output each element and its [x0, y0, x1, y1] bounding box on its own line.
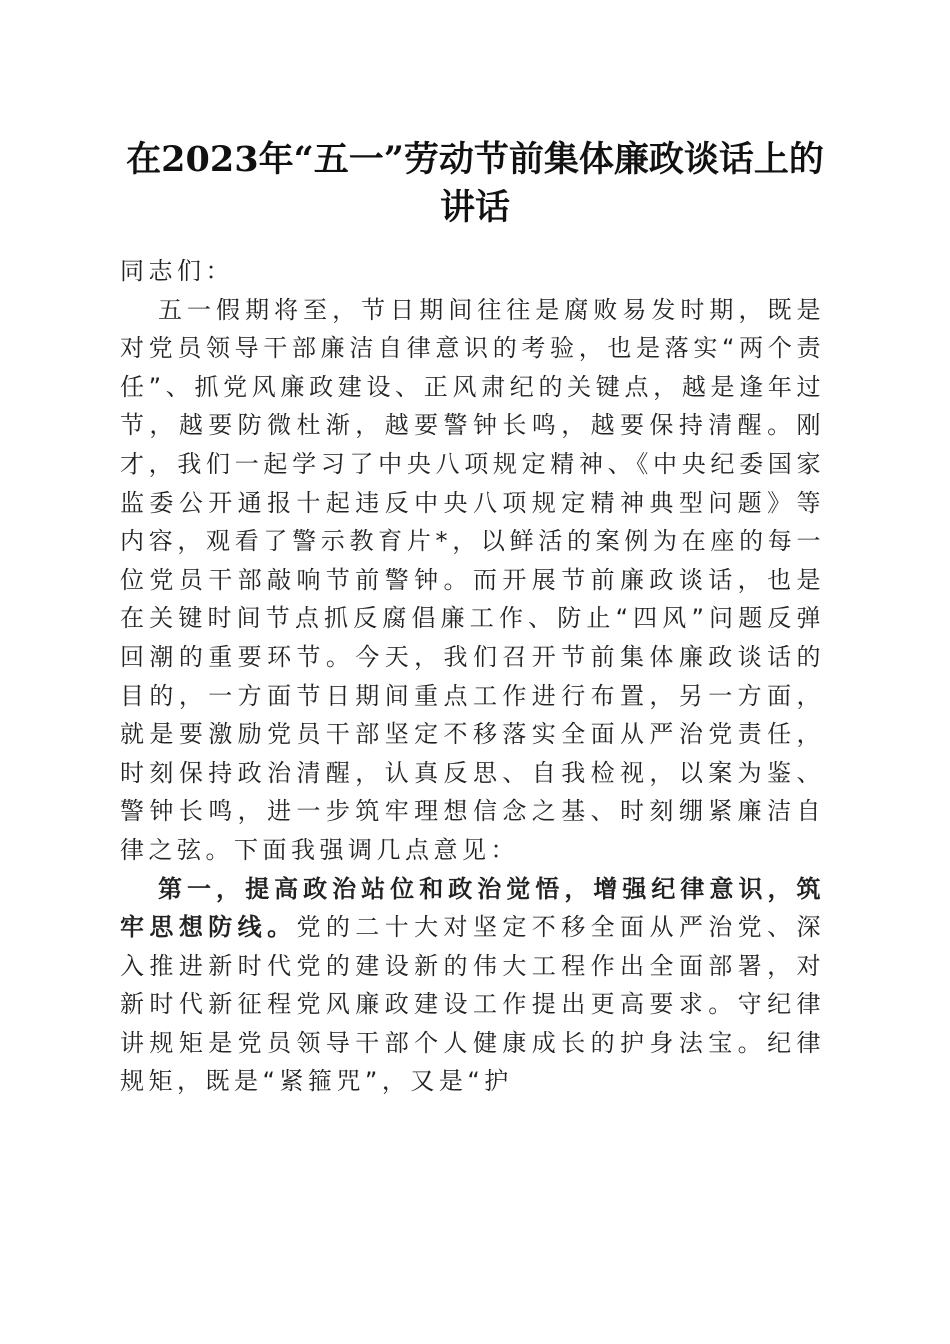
paragraph-point-one	[120, 870, 825, 1102]
salutation: 同志们：	[120, 257, 234, 285]
point-one-heading: 第一，提高政治站位和政治觉悟，增强纪律意识，筑牢思想防线。	[120, 874, 825, 942]
point-one-text: 党的二十大对坚定不移全面从严治党、深入推进新时代党的建设新的伟大工程作出全面部署，对新时代新征程党风廉政建设工作提出更高要求。守纪律讲规矩是党员领导干部个人健康成长的护身法宝。纪律规矩，既是“紧箍咒”，又是“护	[120, 913, 826, 1096]
document-body	[120, 252, 825, 1101]
paragraph-intro: 五一假期将至，节日期间往往是腐败易发时期，既是对党员领导干部廉洁自律意识的考验，也是落实“两个责任”、抓党风廉政建设、正风肃纪的关键点，越是逢年过节，越要防微杜渐，越要警钟长鸣，越要保持清醒。刚才，我们一起学习了中央八项规定精神、《中央纪委国家监委公开通报十起违反中央八项规定精神典型问题》等内容，观看了警示教育片*，以鲜活的案例为在座的每一位党员干部敲响节前警钟。而开展节前廉政谈话，也是在关键时间节点抓反腐倡廉工作、防止“四风”问题反弹回潮的重要环节。今天，我们召开节前集体廉政谈话的目的，一方面节日期间重点工作进行布置，另一方面，就是要激励党员干部坚定不移落实全面从严治党责任，时刻保持政治清醒，认真反思、自我检视，以案为鉴、警钟长鸣，进一步筑牢理想信念之基、时刻绷紧廉洁自律之弦。下面我强调几点意见：	[120, 295, 825, 864]
document-title: 在2023年“五一”劳动节前集体廉政谈话上的讲话	[126, 139, 824, 228]
